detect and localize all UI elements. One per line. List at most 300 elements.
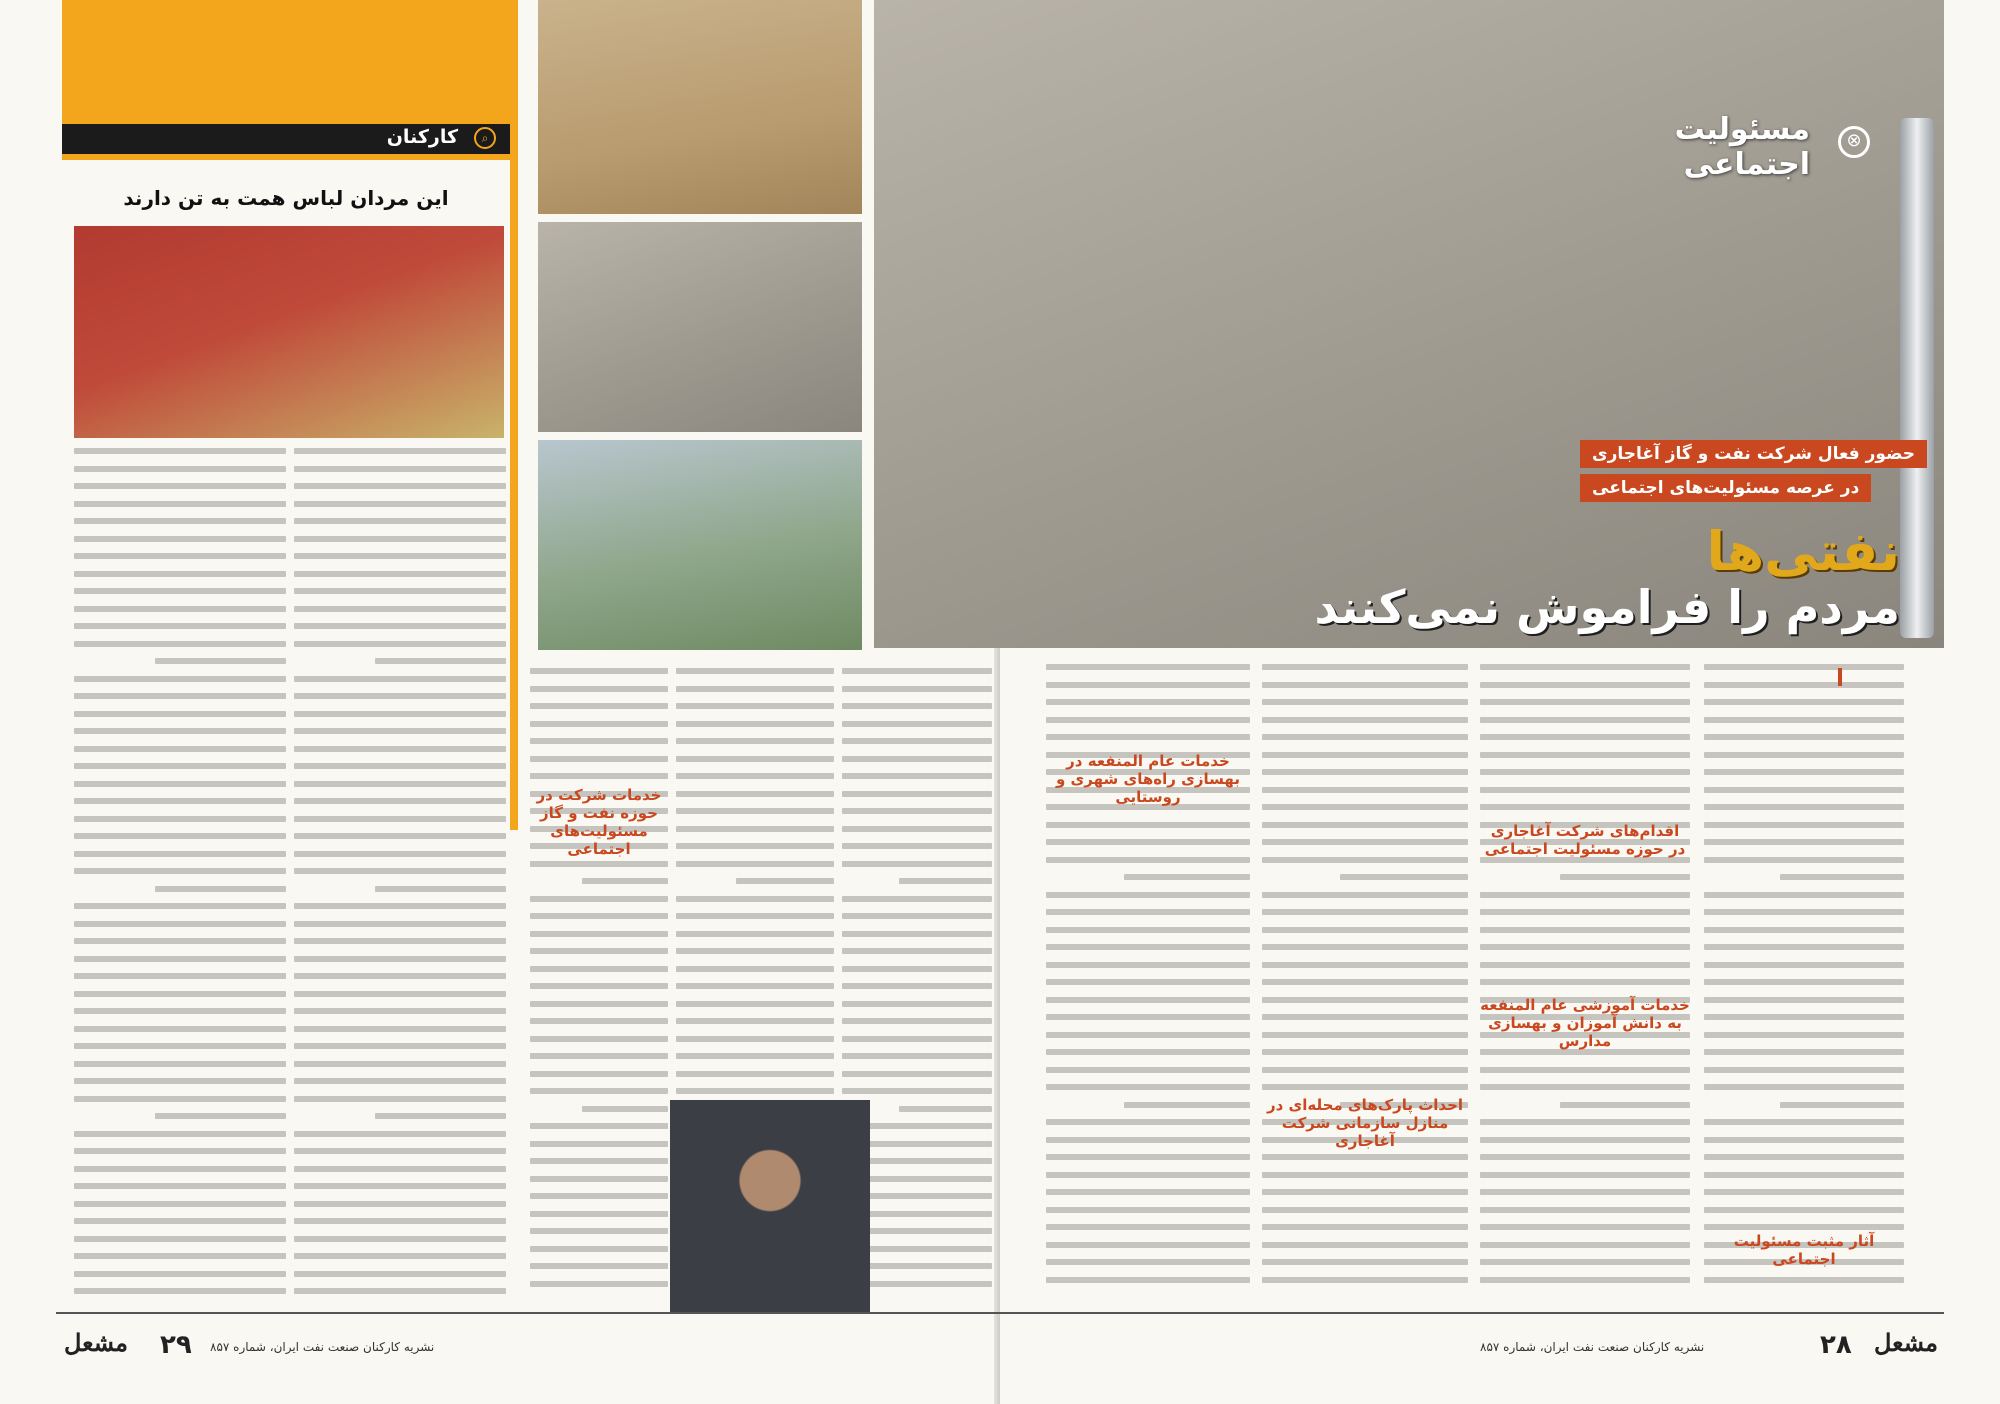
text-line-placeholder [294, 1043, 506, 1049]
text-line-placeholder [74, 1288, 286, 1294]
text-line-placeholder [1480, 1224, 1690, 1230]
text-line-placeholder [74, 1166, 286, 1172]
text-line-placeholder [294, 1148, 506, 1154]
footer-left: نشریه کارکنان صنعت نفت ایران، شماره ۸۵۷ [210, 1340, 435, 1354]
text-line-placeholder [1480, 664, 1690, 670]
text-line-placeholder [676, 686, 834, 692]
left-middle-col-1 [530, 668, 668, 1308]
text-line-placeholder [676, 861, 834, 867]
text-line-placeholder [1046, 822, 1250, 828]
text-line-placeholder [74, 991, 286, 997]
text-line-placeholder [74, 973, 286, 979]
logo-left: مشعل [63, 1328, 129, 1357]
text-line-placeholder [294, 553, 506, 559]
text-line-placeholder [676, 931, 834, 937]
text-line-placeholder [294, 938, 506, 944]
text-line-placeholder [294, 1166, 506, 1172]
text-line-placeholder [74, 1078, 286, 1084]
text-line-placeholder [1704, 839, 1904, 845]
text-line-placeholder [676, 913, 834, 919]
text-line-placeholder [530, 1071, 668, 1077]
text-line-placeholder [294, 676, 506, 682]
text-line-placeholder [530, 896, 668, 902]
text-line-placeholder [1046, 1084, 1250, 1090]
text-line-placeholder [1262, 752, 1468, 758]
text-line-placeholder [294, 1218, 506, 1224]
text-line-placeholder [294, 483, 506, 489]
text-line-placeholder [1480, 752, 1690, 758]
footer-right: نشریه کارکنان صنعت نفت ایران، شماره ۸۵۷ [1480, 1340, 1705, 1354]
text-line-placeholder [1480, 1154, 1690, 1160]
text-line-placeholder [375, 1113, 506, 1119]
text-line-placeholder [899, 878, 992, 884]
text-line-placeholder [294, 816, 506, 822]
text-line-placeholder [1480, 962, 1690, 968]
text-line-placeholder [1046, 1224, 1250, 1230]
text-line-placeholder [1046, 892, 1250, 898]
text-line-placeholder [1704, 1154, 1904, 1160]
left-article-col-1 [74, 448, 286, 1308]
page-number-right: ۲۸ [1820, 1330, 1852, 1360]
text-line-placeholder [1704, 997, 1904, 1003]
text-line-placeholder [294, 711, 506, 717]
text-line-placeholder [842, 808, 992, 814]
text-line-placeholder [676, 738, 834, 744]
text-line-placeholder [1262, 1242, 1468, 1248]
text-line-placeholder [842, 756, 992, 762]
photo-sidewalk-construction [538, 222, 862, 432]
text-line-placeholder [842, 948, 992, 954]
orange-frame-rule [510, 0, 518, 830]
text-line-placeholder [1046, 1014, 1250, 1020]
text-line-placeholder [842, 1018, 992, 1024]
text-line-placeholder [294, 501, 506, 507]
kicker-line-1: حضور فعال شرکت نفت و گاز آغاجاری [1580, 440, 1927, 468]
text-line-placeholder [74, 483, 286, 489]
text-line-placeholder [676, 948, 834, 954]
text-line-placeholder [530, 1228, 668, 1234]
text-line-placeholder [74, 466, 286, 472]
text-line-placeholder [676, 721, 834, 727]
text-line-placeholder [1262, 682, 1468, 688]
text-line-placeholder [294, 1183, 506, 1189]
text-line-placeholder [1480, 944, 1690, 950]
text-line-placeholder [74, 693, 286, 699]
text-line-placeholder [842, 686, 992, 692]
text-line-placeholder [1262, 822, 1468, 828]
text-line-placeholder [1262, 1277, 1468, 1283]
text-line-placeholder [1704, 787, 1904, 793]
text-line-placeholder [74, 641, 286, 647]
text-line-placeholder [1704, 1277, 1904, 1283]
text-line-placeholder [1704, 909, 1904, 915]
text-line-placeholder [1262, 664, 1468, 670]
text-line-placeholder [74, 921, 286, 927]
text-line-placeholder [1046, 1137, 1250, 1143]
text-line-placeholder [1480, 1189, 1690, 1195]
text-line-placeholder [1046, 1242, 1250, 1248]
text-line-placeholder [530, 721, 668, 727]
right-col-1 [1704, 664, 1904, 1304]
text-line-placeholder [1124, 1102, 1250, 1108]
text-line-placeholder [74, 781, 286, 787]
text-line-placeholder [74, 728, 286, 734]
pipe-graphic [1900, 118, 1934, 638]
text-line-placeholder [1046, 979, 1250, 985]
text-line-placeholder [294, 973, 506, 979]
text-line-placeholder [74, 938, 286, 944]
text-line-placeholder [294, 571, 506, 577]
text-line-placeholder [294, 623, 506, 629]
text-line-placeholder [1046, 1067, 1250, 1073]
text-line-placeholder [1704, 1137, 1904, 1143]
text-line-placeholder [294, 991, 506, 997]
text-line-placeholder [1046, 1032, 1250, 1038]
text-line-placeholder [294, 798, 506, 804]
text-line-placeholder [294, 448, 506, 454]
text-line-placeholder [1262, 734, 1468, 740]
footer-rule [56, 1312, 1944, 1314]
text-line-placeholder [375, 886, 506, 892]
section-bar [62, 124, 510, 160]
text-line-placeholder [294, 606, 506, 612]
text-line-placeholder [530, 1176, 668, 1182]
text-line-placeholder [1704, 1067, 1904, 1073]
text-line-placeholder [1480, 909, 1690, 915]
text-line-placeholder [530, 773, 668, 779]
text-line-placeholder [74, 746, 286, 752]
left-article-col-2 [294, 448, 506, 1308]
kicker-line-2: در عرصه مسئولیت‌های اجتماعی [1580, 474, 1871, 502]
text-line-placeholder [294, 781, 506, 787]
text-line-placeholder [530, 966, 668, 972]
text-line-placeholder [676, 896, 834, 902]
text-line-placeholder [74, 851, 286, 857]
text-line-placeholder [1046, 699, 1250, 705]
text-line-placeholder [1480, 717, 1690, 723]
subhead-oil-gas-services: خدمات شرکت در حوزه نفت و گاز مسئولیت‌های اجتماعی [536, 786, 662, 858]
text-line-placeholder [842, 721, 992, 727]
text-line-placeholder [1480, 1259, 1690, 1265]
text-line-placeholder [1480, 769, 1690, 775]
text-line-placeholder [294, 728, 506, 734]
text-line-placeholder [74, 816, 286, 822]
logo-right: مشعل [1873, 1328, 1939, 1357]
text-line-placeholder [294, 588, 506, 594]
text-line-placeholder [530, 1088, 668, 1094]
text-line-placeholder [74, 1253, 286, 1259]
text-line-placeholder [1046, 1049, 1250, 1055]
text-line-placeholder [294, 1236, 506, 1242]
text-line-placeholder [74, 448, 286, 454]
text-line-placeholder [1262, 1189, 1468, 1195]
text-line-placeholder [842, 913, 992, 919]
text-line-placeholder [676, 1001, 834, 1007]
byline-accent [1838, 668, 1842, 686]
text-line-placeholder [1704, 944, 1904, 950]
text-line-placeholder [1262, 1259, 1468, 1265]
text-line-placeholder [1046, 1172, 1250, 1178]
text-line-placeholder [294, 536, 506, 542]
no-entry-icon: ⊗ [1838, 126, 1870, 158]
text-line-placeholder [294, 518, 506, 524]
text-line-placeholder [1046, 682, 1250, 688]
text-line-placeholder [1262, 944, 1468, 950]
text-line-placeholder [1262, 839, 1468, 845]
text-line-placeholder [1704, 1172, 1904, 1178]
text-line-placeholder [1704, 1207, 1904, 1213]
text-line-placeholder [1262, 1084, 1468, 1090]
text-line-placeholder [1704, 927, 1904, 933]
text-line-placeholder [1704, 822, 1904, 828]
text-line-placeholder [1262, 962, 1468, 968]
text-line-placeholder [1046, 962, 1250, 968]
text-line-placeholder [74, 588, 286, 594]
text-line-placeholder [1480, 734, 1690, 740]
text-line-placeholder [155, 1113, 286, 1119]
text-line-placeholder [842, 843, 992, 849]
text-line-placeholder [1704, 1014, 1904, 1020]
text-line-placeholder [842, 773, 992, 779]
text-line-placeholder [1046, 664, 1250, 670]
photo-firefighters [74, 226, 504, 438]
text-line-placeholder [1704, 682, 1904, 688]
text-line-placeholder [1262, 1154, 1468, 1160]
text-line-placeholder [530, 1001, 668, 1007]
text-line-placeholder [294, 641, 506, 647]
text-line-placeholder [1480, 1277, 1690, 1283]
text-line-placeholder [842, 1088, 992, 1094]
text-line-placeholder [676, 1071, 834, 1077]
text-line-placeholder [1262, 1014, 1468, 1020]
text-line-placeholder [1262, 892, 1468, 898]
text-line-placeholder [74, 553, 286, 559]
text-line-placeholder [530, 931, 668, 937]
text-line-placeholder [294, 466, 506, 472]
text-line-placeholder [294, 1253, 506, 1259]
text-line-placeholder [294, 833, 506, 839]
text-line-placeholder [74, 833, 286, 839]
text-line-placeholder [294, 1096, 506, 1102]
text-line-placeholder [842, 1053, 992, 1059]
text-line-placeholder [676, 966, 834, 972]
text-line-placeholder [74, 623, 286, 629]
text-line-placeholder [74, 536, 286, 542]
text-line-placeholder [1704, 979, 1904, 985]
text-line-placeholder [1480, 1172, 1690, 1178]
text-line-placeholder [842, 896, 992, 902]
text-line-placeholder [530, 668, 668, 674]
text-line-placeholder [74, 501, 286, 507]
text-line-placeholder [1046, 927, 1250, 933]
text-line-placeholder [74, 868, 286, 874]
text-line-placeholder [294, 1271, 506, 1277]
text-line-placeholder [74, 711, 286, 717]
text-line-placeholder [294, 1061, 506, 1067]
text-line-placeholder [1704, 664, 1904, 670]
text-line-placeholder [74, 798, 286, 804]
section-label: کارکنان [386, 126, 458, 148]
text-line-placeholder [530, 1211, 668, 1217]
text-line-placeholder [1046, 944, 1250, 950]
text-line-placeholder [1046, 1277, 1250, 1283]
text-line-placeholder [74, 518, 286, 524]
text-line-placeholder [1046, 909, 1250, 915]
main-headline-1: نفتی‌ها [1706, 520, 1900, 583]
text-line-placeholder [676, 791, 834, 797]
text-line-placeholder [1704, 699, 1904, 705]
text-line-placeholder [1480, 1084, 1690, 1090]
text-line-placeholder [676, 1088, 834, 1094]
text-line-placeholder [530, 1158, 668, 1164]
text-line-placeholder [842, 931, 992, 937]
text-line-placeholder [1046, 1259, 1250, 1265]
text-line-placeholder [1704, 962, 1904, 968]
text-line-placeholder [1046, 717, 1250, 723]
text-line-placeholder [842, 1036, 992, 1042]
text-line-placeholder [1480, 804, 1690, 810]
text-line-placeholder [1262, 787, 1468, 793]
right-col-2 [1480, 664, 1690, 1304]
text-line-placeholder [1704, 892, 1904, 898]
text-line-placeholder [1704, 857, 1904, 863]
text-line-placeholder [74, 1008, 286, 1014]
text-line-placeholder [530, 1036, 668, 1042]
article-headline: این مردان لباس همت به تن دارند [123, 186, 449, 210]
text-line-placeholder [676, 843, 834, 849]
text-line-placeholder [530, 756, 668, 762]
text-line-placeholder [899, 1106, 992, 1112]
text-line-placeholder [294, 746, 506, 752]
text-line-placeholder [736, 878, 834, 884]
text-line-placeholder [676, 703, 834, 709]
text-line-placeholder [1704, 769, 1904, 775]
text-line-placeholder [530, 703, 668, 709]
text-line-placeholder [74, 1043, 286, 1049]
text-line-placeholder [1262, 699, 1468, 705]
text-line-placeholder [74, 1061, 286, 1067]
text-line-placeholder [1262, 804, 1468, 810]
text-line-placeholder [1480, 699, 1690, 705]
text-line-placeholder [294, 956, 506, 962]
text-line-placeholder [1262, 997, 1468, 1003]
text-line-placeholder [530, 913, 668, 919]
text-line-placeholder [530, 948, 668, 954]
text-line-placeholder [74, 1148, 286, 1154]
text-line-placeholder [1262, 769, 1468, 775]
text-line-placeholder [530, 1141, 668, 1147]
text-line-placeholder [1704, 1032, 1904, 1038]
text-line-placeholder [1262, 909, 1468, 915]
subhead-positive-effects: آثار مثبت مسئولیت اجتماعی [1733, 1232, 1875, 1268]
text-line-placeholder [1560, 874, 1690, 880]
text-line-placeholder [74, 1201, 286, 1207]
text-line-placeholder [530, 738, 668, 744]
text-line-placeholder [676, 1018, 834, 1024]
text-line-placeholder [1480, 787, 1690, 793]
subhead-urban-roads: خدمات عام المنفعه در بهسازی راه‌های شهری و روستایی [1056, 752, 1240, 806]
text-line-placeholder [1560, 1102, 1690, 1108]
main-headline-2: مردم را فراموش نمی‌کنند [1314, 580, 1900, 634]
right-col-3 [1262, 664, 1468, 1304]
text-line-placeholder [155, 886, 286, 892]
text-line-placeholder [1262, 717, 1468, 723]
text-line-placeholder [530, 1193, 668, 1199]
text-line-placeholder [1340, 874, 1468, 880]
text-line-placeholder [74, 903, 286, 909]
text-line-placeholder [1704, 1224, 1904, 1230]
text-line-placeholder [1046, 1119, 1250, 1125]
text-line-placeholder [1262, 857, 1468, 863]
text-line-placeholder [842, 668, 992, 674]
text-line-placeholder [530, 1018, 668, 1024]
text-line-placeholder [1046, 1154, 1250, 1160]
magnifier-icon: ⌕ [474, 127, 496, 149]
photo-excavator [538, 0, 862, 214]
text-line-placeholder [676, 1036, 834, 1042]
text-line-placeholder [1704, 1084, 1904, 1090]
text-line-placeholder [1046, 1207, 1250, 1213]
text-line-placeholder [294, 1026, 506, 1032]
text-line-placeholder [842, 966, 992, 972]
text-line-placeholder [74, 1236, 286, 1242]
text-line-placeholder [530, 1246, 668, 1252]
text-line-placeholder [1262, 927, 1468, 933]
text-line-placeholder [1480, 1119, 1690, 1125]
text-line-placeholder [294, 763, 506, 769]
text-line-placeholder [1780, 874, 1904, 880]
text-line-placeholder [74, 1183, 286, 1189]
text-line-placeholder [1704, 1119, 1904, 1125]
text-line-placeholder [74, 1271, 286, 1277]
text-line-placeholder [74, 763, 286, 769]
subhead-company-actions: اقدام‌های شرکت آغاجاری در حوزه مسئولیت اجتماعی [1484, 822, 1686, 858]
text-line-placeholder [1704, 1049, 1904, 1055]
page-number-left: ۲۹ [160, 1330, 192, 1360]
text-line-placeholder [1480, 892, 1690, 898]
text-line-placeholder [1480, 979, 1690, 985]
text-line-placeholder [1262, 979, 1468, 985]
text-line-placeholder [530, 861, 668, 867]
text-line-placeholder [294, 868, 506, 874]
text-line-placeholder [74, 1096, 286, 1102]
text-line-placeholder [375, 658, 506, 664]
text-line-placeholder [74, 676, 286, 682]
text-line-placeholder [74, 571, 286, 577]
text-line-placeholder [842, 1071, 992, 1077]
text-line-placeholder [1124, 874, 1250, 880]
text-line-placeholder [1262, 1032, 1468, 1038]
text-line-placeholder [530, 1123, 668, 1129]
text-line-placeholder [842, 738, 992, 744]
text-line-placeholder [1262, 1224, 1468, 1230]
text-line-placeholder [294, 1131, 506, 1137]
text-line-placeholder [530, 686, 668, 692]
text-line-placeholder [1262, 1049, 1468, 1055]
text-line-placeholder [676, 668, 834, 674]
photo-portrait [670, 1100, 870, 1312]
text-line-placeholder [582, 878, 668, 884]
text-line-placeholder [676, 1053, 834, 1059]
text-line-placeholder [676, 756, 834, 762]
text-line-placeholder [1046, 734, 1250, 740]
text-line-placeholder [74, 606, 286, 612]
text-line-placeholder [1480, 1067, 1690, 1073]
text-line-placeholder [842, 861, 992, 867]
text-line-placeholder [1046, 997, 1250, 1003]
text-line-placeholder [294, 903, 506, 909]
text-line-placeholder [1262, 1067, 1468, 1073]
